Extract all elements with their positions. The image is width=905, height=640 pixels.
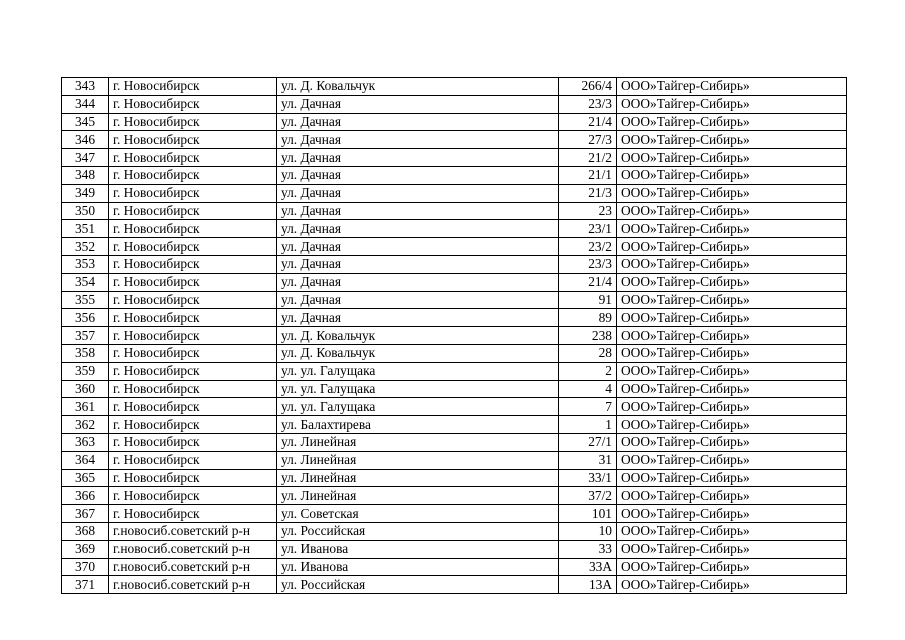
organization-cell: ООО»Тайгер-Сибирь» (617, 255, 847, 273)
row-number-cell: 349 (62, 184, 109, 202)
city-cell: г. Новосибирск (109, 433, 277, 451)
city-cell: г. Новосибирск (109, 451, 277, 469)
organization-cell: ООО»Тайгер-Сибирь» (617, 327, 847, 345)
row-number-cell: 350 (62, 202, 109, 220)
row-number-cell: 347 (62, 149, 109, 167)
house-number-cell: 23/3 (559, 95, 617, 113)
table-row (62, 238, 847, 256)
organization-cell: ООО»Тайгер-Сибирь» (617, 166, 847, 184)
table-row (62, 505, 847, 523)
address-table (61, 77, 847, 594)
row-number-cell: 361 (62, 398, 109, 416)
street-cell: ул. Линейная (277, 451, 559, 469)
organization-cell: ООО»Тайгер-Сибирь» (617, 344, 847, 362)
street-cell: ул. Балахтирева (277, 416, 559, 434)
house-number-cell: 4 (559, 380, 617, 398)
organization-cell: ООО»Тайгер-Сибирь» (617, 78, 847, 96)
city-cell: г. Новосибирск (109, 202, 277, 220)
organization-cell: ООО»Тайгер-Сибирь» (617, 95, 847, 113)
city-cell: г. Новосибирск (109, 398, 277, 416)
table-row (62, 113, 847, 131)
house-number-cell: 37/2 (559, 487, 617, 505)
city-cell: г.новосиб.советский р-н (109, 558, 277, 576)
organization-cell: ООО»Тайгер-Сибирь» (617, 433, 847, 451)
table-row (62, 255, 847, 273)
organization-cell: ООО»Тайгер-Сибирь» (617, 469, 847, 487)
house-number-cell: 1 (559, 416, 617, 434)
street-cell: ул. Дачная (277, 255, 559, 273)
row-number-cell: 344 (62, 95, 109, 113)
city-cell: г. Новосибирск (109, 380, 277, 398)
street-cell: ул. ул. Галущака (277, 380, 559, 398)
street-cell: ул. Линейная (277, 433, 559, 451)
table-row (62, 202, 847, 220)
row-number-cell: 346 (62, 131, 109, 149)
row-number-cell: 359 (62, 362, 109, 380)
organization-cell: ООО»Тайгер-Сибирь» (617, 220, 847, 238)
row-number-cell: 345 (62, 113, 109, 131)
house-number-cell: 33А (559, 558, 617, 576)
organization-cell: ООО»Тайгер-Сибирь» (617, 558, 847, 576)
table-row (62, 469, 847, 487)
city-cell: г. Новосибирск (109, 309, 277, 327)
organization-cell: ООО»Тайгер-Сибирь» (617, 576, 847, 594)
row-number-cell: 352 (62, 238, 109, 256)
city-cell: г. Новосибирск (109, 78, 277, 96)
city-cell: г. Новосибирск (109, 469, 277, 487)
row-number-cell: 362 (62, 416, 109, 434)
city-cell: г. Новосибирск (109, 238, 277, 256)
organization-cell: ООО»Тайгер-Сибирь» (617, 416, 847, 434)
row-number-cell: 357 (62, 327, 109, 345)
organization-cell: ООО»Тайгер-Сибирь» (617, 309, 847, 327)
city-cell: г. Новосибирск (109, 131, 277, 149)
street-cell: ул. Дачная (277, 166, 559, 184)
street-cell: ул. Дачная (277, 184, 559, 202)
organization-cell: ООО»Тайгер-Сибирь» (617, 202, 847, 220)
organization-cell: ООО»Тайгер-Сибирь» (617, 487, 847, 505)
house-number-cell: 7 (559, 398, 617, 416)
house-number-cell: 266/4 (559, 78, 617, 96)
table-row (62, 131, 847, 149)
organization-cell: ООО»Тайгер-Сибирь» (617, 505, 847, 523)
street-cell: ул. ул. Галущака (277, 398, 559, 416)
house-number-cell: 23/3 (559, 255, 617, 273)
table-row (62, 522, 847, 540)
row-number-cell: 369 (62, 540, 109, 558)
house-number-cell: 31 (559, 451, 617, 469)
street-cell: ул. Иванова (277, 558, 559, 576)
city-cell: г. Новосибирск (109, 344, 277, 362)
table-row (62, 380, 847, 398)
table-row (62, 149, 847, 167)
city-cell: г. Новосибирск (109, 273, 277, 291)
row-number-cell: 365 (62, 469, 109, 487)
street-cell: ул. Иванова (277, 540, 559, 558)
table-row (62, 344, 847, 362)
house-number-cell: 10 (559, 522, 617, 540)
house-number-cell: 91 (559, 291, 617, 309)
house-number-cell: 28 (559, 344, 617, 362)
row-number-cell: 360 (62, 380, 109, 398)
street-cell: ул. Российская (277, 576, 559, 594)
organization-cell: ООО»Тайгер-Сибирь» (617, 540, 847, 558)
organization-cell: ООО»Тайгер-Сибирь» (617, 149, 847, 167)
street-cell: ул. Дачная (277, 131, 559, 149)
house-number-cell: 23/2 (559, 238, 617, 256)
street-cell: ул. Линейная (277, 469, 559, 487)
row-number-cell: 367 (62, 505, 109, 523)
street-cell: ул. Д. Ковальчук (277, 327, 559, 345)
city-cell: г. Новосибирск (109, 362, 277, 380)
house-number-cell: 2 (559, 362, 617, 380)
organization-cell: ООО»Тайгер-Сибирь» (617, 184, 847, 202)
street-cell: ул. Дачная (277, 273, 559, 291)
city-cell: г. Новосибирск (109, 327, 277, 345)
table-row (62, 327, 847, 345)
organization-cell: ООО»Тайгер-Сибирь» (617, 131, 847, 149)
table-row (62, 166, 847, 184)
city-cell: г. Новосибирск (109, 505, 277, 523)
row-number-cell: 371 (62, 576, 109, 594)
house-number-cell: 23 (559, 202, 617, 220)
city-cell: г. Новосибирск (109, 291, 277, 309)
street-cell: ул. Дачная (277, 220, 559, 238)
table-row (62, 487, 847, 505)
house-number-cell: 27/3 (559, 131, 617, 149)
row-number-cell: 355 (62, 291, 109, 309)
house-number-cell: 238 (559, 327, 617, 345)
city-cell: г. Новосибирск (109, 255, 277, 273)
row-number-cell: 356 (62, 309, 109, 327)
street-cell: ул. Дачная (277, 149, 559, 167)
city-cell: г. Новосибирск (109, 95, 277, 113)
city-cell: г.новосиб.советский р-н (109, 522, 277, 540)
organization-cell: ООО»Тайгер-Сибирь» (617, 362, 847, 380)
city-cell: г. Новосибирск (109, 166, 277, 184)
table-row (62, 362, 847, 380)
city-cell: г.новосиб.советский р-н (109, 540, 277, 558)
table-row (62, 433, 847, 451)
row-number-cell: 364 (62, 451, 109, 469)
table-row (62, 291, 847, 309)
street-cell: ул. Дачная (277, 238, 559, 256)
organization-cell: ООО»Тайгер-Сибирь» (617, 398, 847, 416)
table-row (62, 220, 847, 238)
street-cell: ул. Дачная (277, 95, 559, 113)
street-cell: ул. Советская (277, 505, 559, 523)
street-cell: ул. Дачная (277, 291, 559, 309)
organization-cell: ООО»Тайгер-Сибирь» (617, 291, 847, 309)
row-number-cell: 358 (62, 344, 109, 362)
table-row (62, 576, 847, 594)
city-cell: г. Новосибирск (109, 184, 277, 202)
table-row (62, 540, 847, 558)
row-number-cell: 366 (62, 487, 109, 505)
street-cell: ул. Российская (277, 522, 559, 540)
city-cell: г. Новосибирск (109, 149, 277, 167)
house-number-cell: 89 (559, 309, 617, 327)
row-number-cell: 343 (62, 78, 109, 96)
house-number-cell: 27/1 (559, 433, 617, 451)
table-row (62, 558, 847, 576)
house-number-cell: 33 (559, 540, 617, 558)
city-cell: г. Новосибирск (109, 416, 277, 434)
table-row (62, 273, 847, 291)
street-cell: ул. Д. Ковальчук (277, 344, 559, 362)
table-row (62, 416, 847, 434)
organization-cell: ООО»Тайгер-Сибирь» (617, 113, 847, 131)
house-number-cell: 21/4 (559, 113, 617, 131)
row-number-cell: 370 (62, 558, 109, 576)
row-number-cell: 368 (62, 522, 109, 540)
organization-cell: ООО»Тайгер-Сибирь» (617, 273, 847, 291)
street-cell: ул. ул. Галущака (277, 362, 559, 380)
street-cell: ул. Дачная (277, 309, 559, 327)
row-number-cell: 353 (62, 255, 109, 273)
house-number-cell: 21/1 (559, 166, 617, 184)
house-number-cell: 33/1 (559, 469, 617, 487)
table-row (62, 95, 847, 113)
house-number-cell: 13А (559, 576, 617, 594)
table-row (62, 309, 847, 327)
house-number-cell: 101 (559, 505, 617, 523)
house-number-cell: 21/4 (559, 273, 617, 291)
city-cell: г. Новосибирск (109, 220, 277, 238)
organization-cell: ООО»Тайгер-Сибирь» (617, 238, 847, 256)
table-row (62, 451, 847, 469)
city-cell: г.новосиб.советский р-н (109, 576, 277, 594)
house-number-cell: 21/2 (559, 149, 617, 167)
organization-cell: ООО»Тайгер-Сибирь» (617, 451, 847, 469)
row-number-cell: 363 (62, 433, 109, 451)
house-number-cell: 23/1 (559, 220, 617, 238)
city-cell: г. Новосибирск (109, 487, 277, 505)
street-cell: ул. Д. Ковальчук (277, 78, 559, 96)
street-cell: ул. Линейная (277, 487, 559, 505)
table-row (62, 184, 847, 202)
house-number-cell: 21/3 (559, 184, 617, 202)
organization-cell: ООО»Тайгер-Сибирь» (617, 522, 847, 540)
city-cell: г. Новосибирск (109, 113, 277, 131)
row-number-cell: 351 (62, 220, 109, 238)
table-row (62, 78, 847, 96)
street-cell: ул. Дачная (277, 113, 559, 131)
row-number-cell: 354 (62, 273, 109, 291)
row-number-cell: 348 (62, 166, 109, 184)
table-body (62, 78, 847, 594)
organization-cell: ООО»Тайгер-Сибирь» (617, 380, 847, 398)
table-row (62, 398, 847, 416)
street-cell: ул. Дачная (277, 202, 559, 220)
